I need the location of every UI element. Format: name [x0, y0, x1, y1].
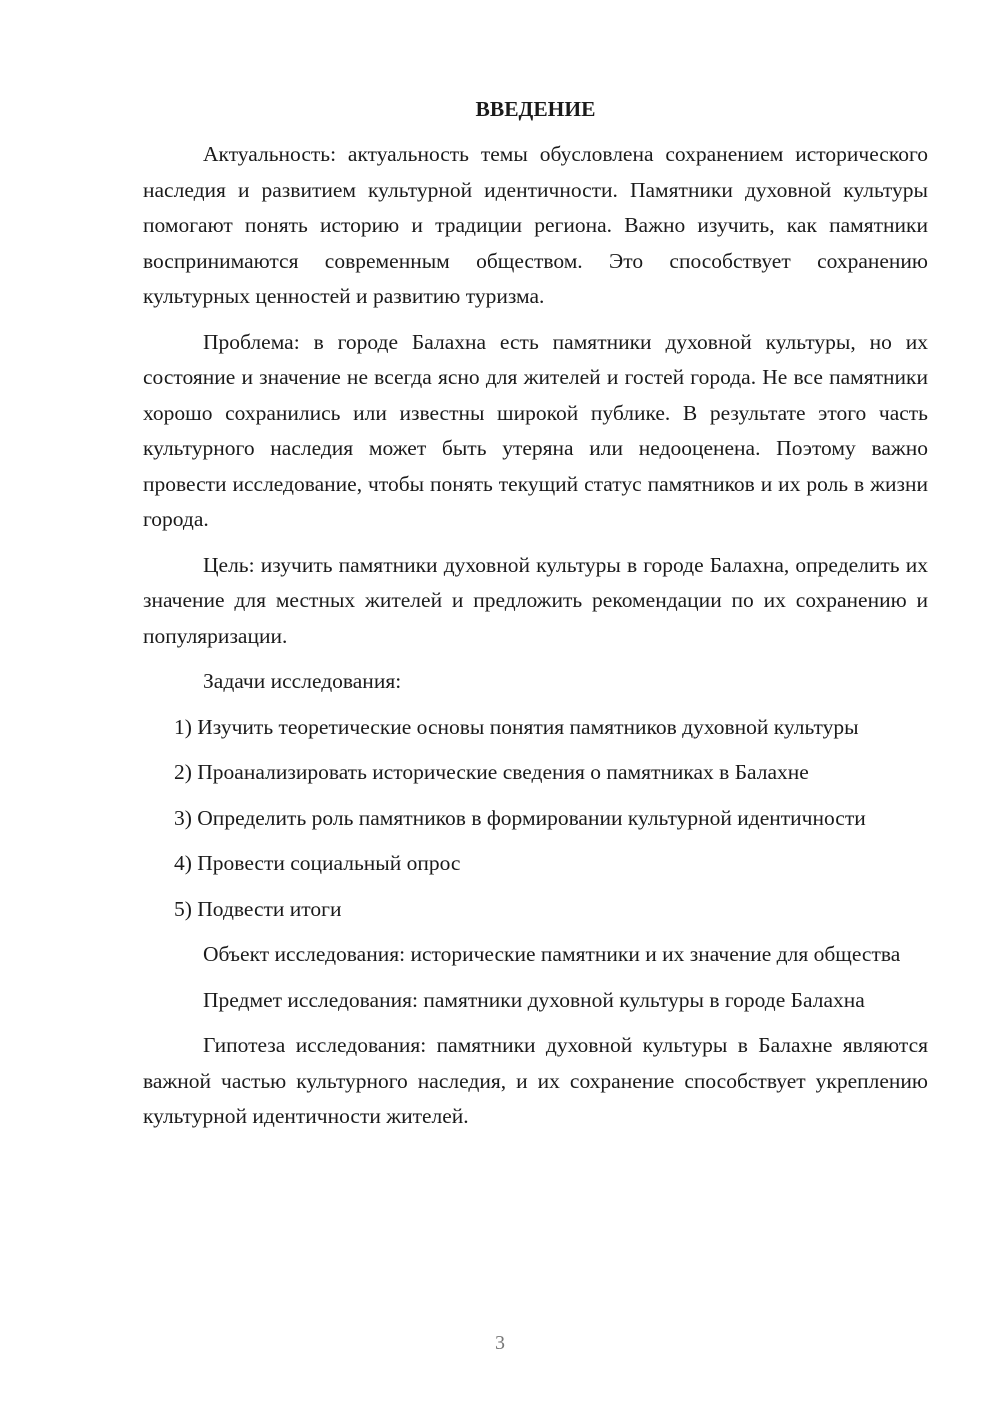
paragraph-hypothesis: Гипотеза исследования: памятники духовной культуры в Балахне являются важной частью культурного наследия, и их сохранение способствует укреплению культурной идентичности жителей. — [143, 1033, 928, 1128]
task-item-4: 4) Провести социальный опрос — [174, 851, 461, 875]
task-item-3: 3) Определить роль памятников в формировании культурной идентичности — [174, 805, 866, 830]
task-item-2: 2) Проанализировать исторические сведения о памятниках в Балахне — [174, 760, 809, 784]
tasks-heading: Задачи исследования: — [203, 669, 402, 693]
paragraph-relevance: Актуальность: актуальность темы обусловлена сохранением исторического наследия и развитием культурной идентичности. Памятники духовной культуры помогают понять историю и традиции региона. Важно изучить, как памятники воспринимаются современным обществом. Это способствует сохранению культурных ценностей и развитию туризма. — [143, 142, 928, 308]
page-number: 3 — [495, 1332, 505, 1354]
task-item-1: 1) Изучить теоретические основы понятия памятников духовной культуры — [174, 714, 859, 739]
task-item-5: 5) Подвести итоги — [174, 896, 342, 921]
paragraph-goal: Цель: изучить памятники духовной культуры в городе Балахна, определить их значение для местных жителей и предложить рекомендации по их сохранению и популяризации. — [143, 552, 928, 648]
paragraph-subject: Предмет исследования: памятники духовной культуры в городе Балахна — [203, 987, 865, 1012]
document-page — [143, 92, 928, 1145]
paragraph-problem: Проблема: в городе Балахна есть памятники духовной культуры, но их состояние и значение не всегда ясно для жителей и гостей города. Не все памятники хорошо сохранились или известны широкой публике. В результате этого часть культурного наследия может быть утеряна или недооценена. Поэтому важно провести исследование, чтобы понять текущий статус памятников и их роль в жизни города. — [143, 329, 928, 531]
paragraph-object: Объект исследования: исторические памятники и их значение для общества — [203, 942, 901, 966]
document-title: ВВЕДЕНИЕ — [475, 97, 596, 121]
